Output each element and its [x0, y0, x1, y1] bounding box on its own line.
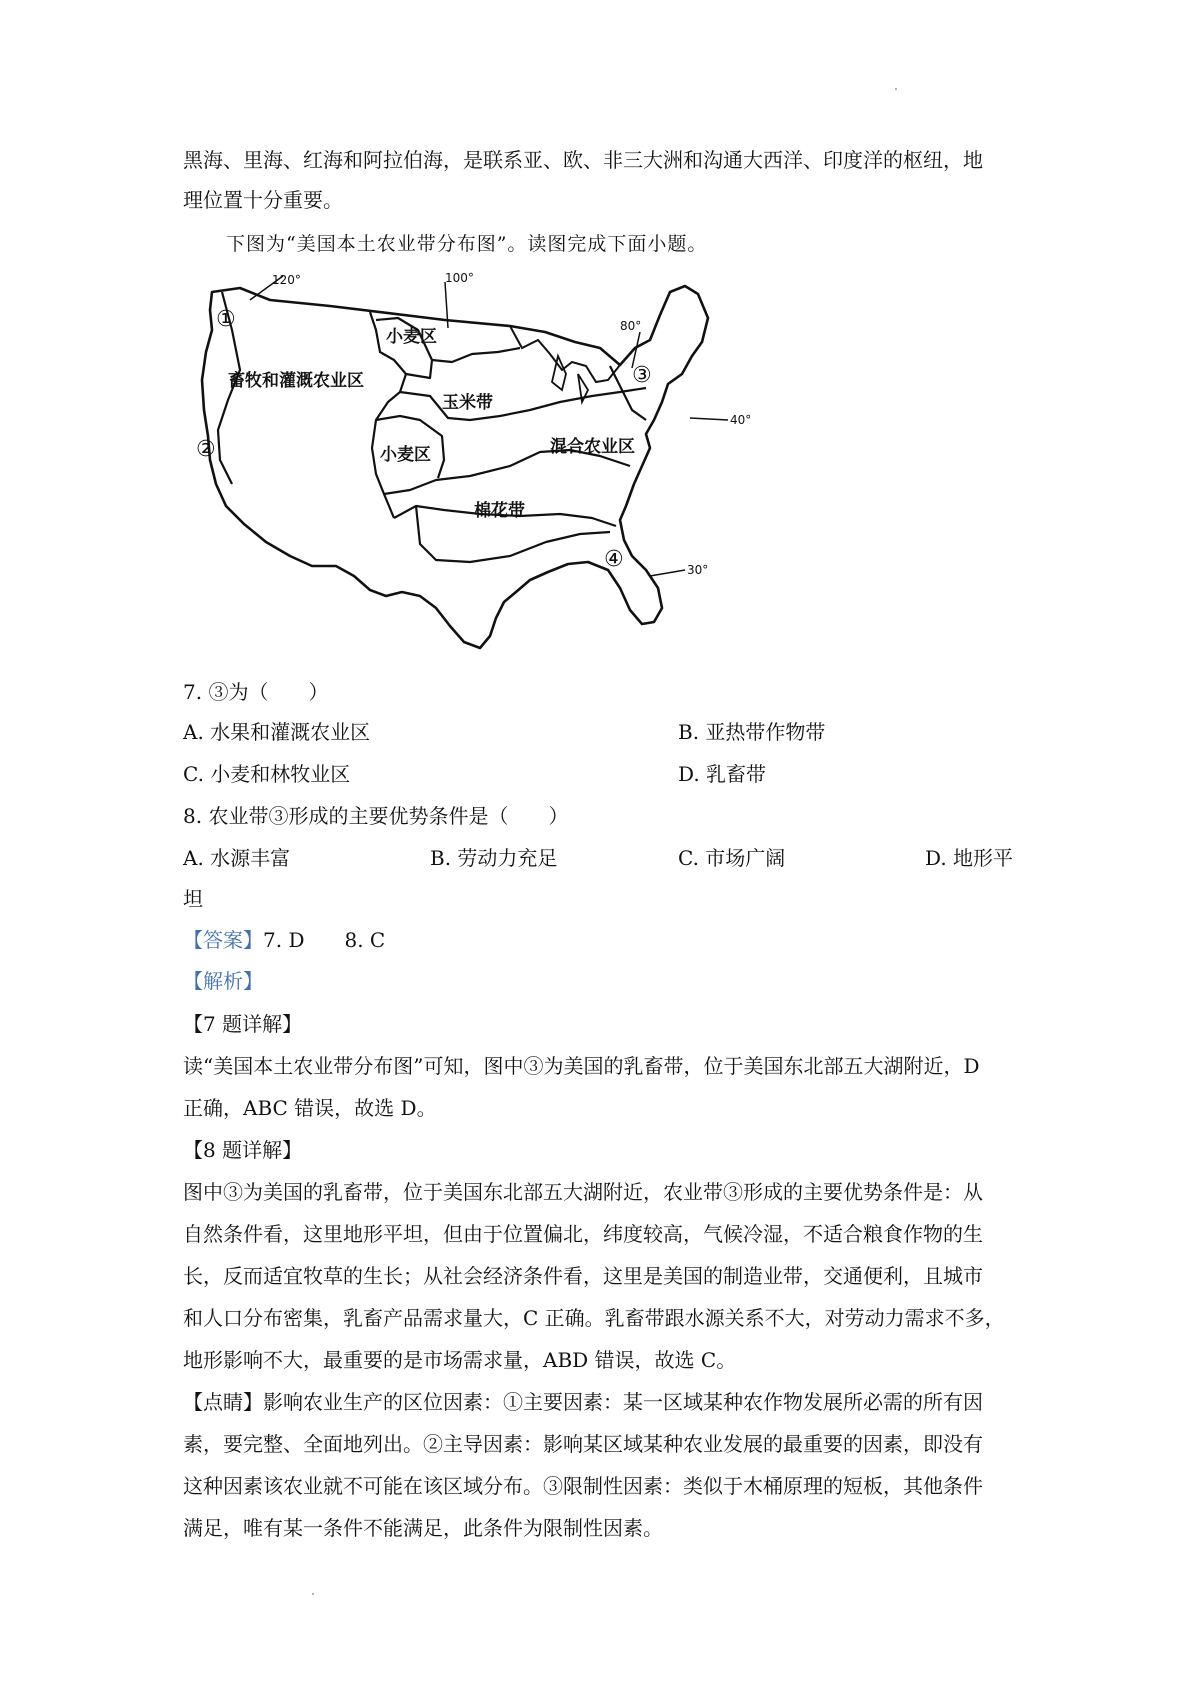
- lon120-label: 120°: [272, 273, 301, 287]
- q8-option-a: A. 水源丰富: [183, 846, 291, 870]
- paragraph-line: 地形影响不大，最重要的是市场需求量，ABD 错误，故选 C。: [183, 1348, 737, 1372]
- paragraph-line: 和人口分布密集，乳畜产品需求量大，C 正确。乳畜带跟水源关系不大，对劳动力需求不多，: [183, 1306, 1005, 1330]
- label-ranching: 畜牧和灌溉农业区: [228, 371, 364, 391]
- q8-option-d: D. 地形平: [925, 846, 1014, 870]
- paragraph-line: 这种因素该农业就不可能在该区域分布。③限制性因素：类似于木桶原理的短板，其他条件: [183, 1474, 983, 1498]
- lat30-label: 30°: [687, 563, 709, 577]
- q7-option-d: D. 乳畜带: [678, 762, 767, 786]
- label-region-2: ②: [196, 437, 216, 462]
- q8-option-c: C. 市场广阔: [678, 846, 786, 870]
- paragraph-line: 长，反而适宜牧草的生长；从社会经济条件看，这里是美国的制造业带，交通便利，且城市: [183, 1264, 983, 1288]
- paragraph-line: 正确，ABC 错误，故选 D。: [183, 1096, 437, 1120]
- paragraph-line: 黑海、里海、红海和阿拉伯海，是联系亚、欧、非三大洲和沟通大西洋、印度洋的枢纽，地: [183, 148, 983, 172]
- label-region-4: ④: [604, 547, 624, 572]
- q8-option-b: B. 劳动力充足: [430, 846, 558, 870]
- scan-speck: [895, 88, 897, 90]
- question-7-stem: 7. ③为（ ）: [183, 680, 329, 704]
- q7-option-b: B. 亚热带作物带: [678, 720, 826, 744]
- q8-option-d-continued: 坦: [183, 887, 203, 911]
- lon80-label: 80°: [620, 319, 642, 333]
- q7-option-c: C. 小麦和林牧业区: [183, 762, 351, 786]
- label-wheat-south: 小麦区: [380, 445, 431, 465]
- paragraph-line: 图中③为美国的乳畜带，位于美国东北部五大湖附近，农业带③形成的主要优势条件是：从: [183, 1180, 983, 1204]
- boundary-corn-north: [432, 348, 520, 362]
- lat40-label: 40°: [730, 413, 752, 427]
- paragraph-line: 读“美国本土农业带分布图”可知，图中③为美国的乳畜带，位于美国东北部五大湖附近，D: [183, 1054, 980, 1078]
- q7-option-a: A. 水果和灌溉农业区: [183, 720, 371, 744]
- lon100-label: 100°: [445, 271, 474, 285]
- paragraph-line: 理位置十分重要。: [183, 188, 343, 212]
- lat30-line: [650, 570, 685, 576]
- label-corn-belt: 玉米带: [442, 393, 493, 413]
- analysis-tag: 【解析】: [183, 969, 263, 993]
- tip-line: 【点睛】影响农业生产的区位因素：①主要因素：某一区域某种农作物发展所必需的所有因: [183, 1390, 983, 1414]
- us-outline: [202, 286, 708, 648]
- answer-line: [183, 926, 385, 954]
- question-8-stem: 8. 农业带③形成的主要优势条件是（ ）: [183, 804, 569, 828]
- detail-8-heading: 【8 题详解】: [183, 1138, 303, 1162]
- lat40-line: [690, 418, 728, 420]
- paragraph-line: 自然条件看，这里地形平坦，但由于位置偏北，纬度较高，气候冷湿，不适合粮食作物的生: [183, 1222, 983, 1246]
- paragraph-line: 素，要完整、全面地列出。②主导因素：影响某区域某种农业发展的最重要的因素，即没有: [183, 1432, 983, 1456]
- label-region-3: ③: [632, 363, 652, 388]
- paragraph-line: 满足，唯有某一条件不能满足，此条件为限制性因素。: [183, 1516, 663, 1540]
- answer-tag: 【答案】: [183, 928, 263, 952]
- map-intro: 下图为“美国本土农业带分布图”。读图完成下面小题。: [226, 233, 708, 255]
- scan-speck: [312, 1593, 314, 1595]
- boundary-corn-south: [400, 388, 646, 420]
- label-mixed-farming: 混合农业区: [550, 437, 635, 457]
- label-region-1: ①: [216, 307, 236, 332]
- detail-7-heading: 【7 题详解】: [183, 1012, 303, 1036]
- answer-text: 7. D 8. C: [263, 928, 386, 952]
- label-cotton-belt: 棉花带: [474, 501, 525, 521]
- label-wheat-north: 小麦区: [386, 327, 437, 347]
- us-agriculture-map: [180, 270, 780, 660]
